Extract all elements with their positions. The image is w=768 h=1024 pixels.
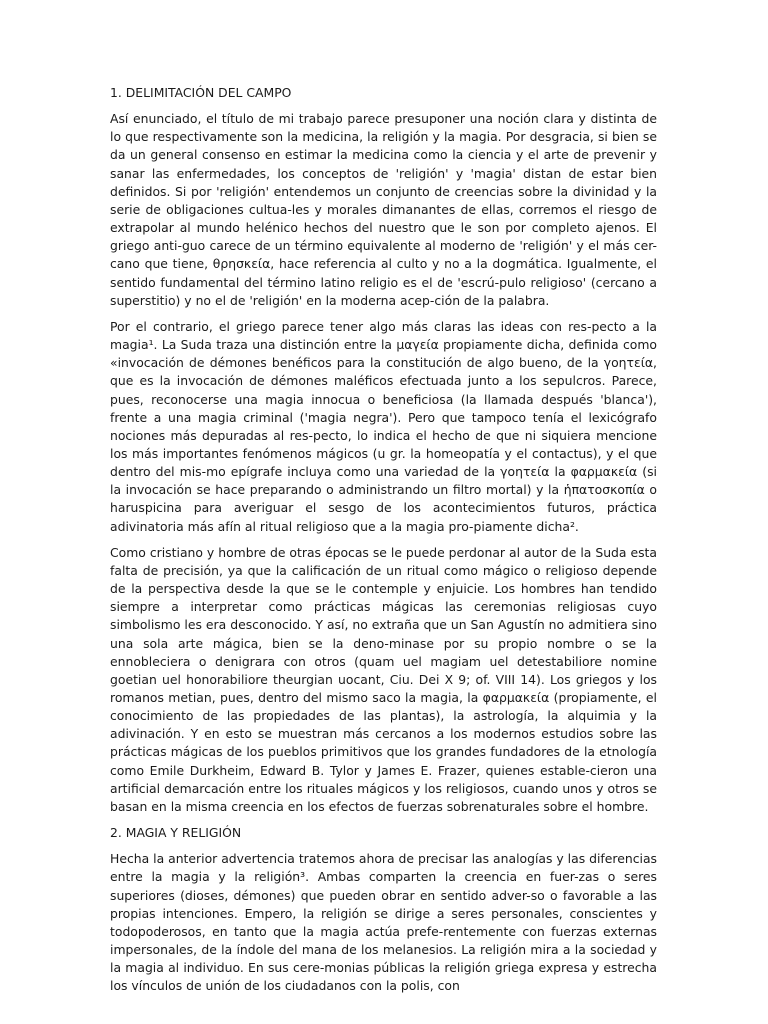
section-heading-1: 1. DELIMITACIÓN DEL CAMPO <box>110 85 292 100</box>
paragraph: Como cristiano y hombre de otras épocas se le puede perdonar al autor de la Suda esta falta de precisión, ya que la calificación de un ritual como mágico o religioso depende de la perspectiva desde la que se le contemple y enjuicie. Los hombres han tendido siempre a interpretar como prácticas mágicas las ceremonias religiosas cuyo simbolismo les era desconocido. Y así, no extraña que un San Agustín no admitiera sino una sola arte mágica, bien se la deno-minase por su propio nombre o se la ennobleciera o denigrara con otros (quam uel magiam uel detestabiliore nomine goetian uel honorabiliore theurgian uocant, Ciu. Dei X 9; of. VIII 14). Los griegos y los romanos metian, pues, dentro del mismo saco la magia, la φαρμακεία (propiamente, el conocimiento de las propiedades de las plantas), la astrología, la alquimia y la adivinación. Y en esto se muestran más cercanos a los modernos estudios sobre las prácticas mágicas de los pueblos primitivos que los grandes fundadores de la etnología como Emile Durkheim, Edward B. Tylor y James E. Frazer, quienes estable-cieron una artificial demarcación entre los rituales mágicos y los religiosos, cuando unos y otros se basan en la misma creencia en los efectos de fuerzas sobrenaturales sobre el hombre. <box>110 544 657 814</box>
paragraph: Hecha la anterior advertencia tratemos ahora de precisar las analogías y las diferencias entre la magia y la religión³. Ambas comparten la creencia en fuer-zas o seres superiores (dioses, démones) que pueden obrar en sentido adver-so o favorable a las propias intenciones. Empero, la religión se dirige a seres personales, conscientes y todopoderosos, en tanto que la magia actúa prefe-rentemente con fuerzas externas impersonales, de la índole del mana de los melanesios. La religión mira a la sociedad y la magia al individuo. En sus cere-monias públicas la religión griega expresa y estrecha los vínculos de unión de los ciudadanos con la polis, con <box>110 851 657 994</box>
section-heading-2: 2. MAGIA Y RELIGIÓN <box>110 825 242 841</box>
paragraph: Así enunciado, el título de mi trabajo parece presuponer una noción clara y distinta de lo que respectivamente son la medicina, la religión y la magia. Por desgracia, si bien se da un general consenso en estimar la medicina como la ciencia y el arte de prevenir y sanar las enfermedades, los conceptos de 'religión' y 'magia' distan de estar bien definidos. Si por 'religión' entendemos un conjunto de creencias sobre la divinidad y la serie de obligaciones cultua-les y morales dimanantes de ellas, corremos el riesgo de extrapolar al mundo helénico hechos del nuestro que le son por completo ajenos. El griego anti-guo carece de un término equivalente al moderno de 'religión' y el más cer-cano que tiene, θρησκεία, hace referencia al culto y no a la dogmática. Igualmente, el sentido fundamental del término latino religio es el de 'escrú-pulo religioso' (cercano a superstitio) y no el de 'religión' en la moderna acep-ción de la palabra. <box>110 111 657 308</box>
document-page <box>110 84 657 1004</box>
paragraph: Por el contrario, el griego parece tener algo más claras las ideas con res-pecto a la magia¹. La Suda traza una distinción entre la μαγεία propiamente dicha, definida como «invocación de démones benéficos para la constitución de algo bueno, de la γοητεία, que es la invocación de démones maléficos efectuada junto a los sepulcros. Parece, pues, reconocerse una magia innocua o beneficiosa (la llamada después 'blanca'), frente a una magia criminal ('magia negra'). Pero que tampoco tenía el lexicógrafo nociones más depuradas al res-pecto, lo indica el hecho de que ni siquiera mencione los más importantes fenómenos mágicos (u gr. la homeopatía y el contactus), y el que dentro del mis-mo epígrafe incluya como una variedad de la γοητεία la φαρμακεία (si la invocación se hace preparando o administrando un filtro mortal) y la ἡπατοσκοπία o haruspicina para averiguar el sesgo de los acontecimientos futuros, práctica adivinatoria más afín al ritual religioso que a la magia pro-piamente dicha². <box>110 318 657 534</box>
